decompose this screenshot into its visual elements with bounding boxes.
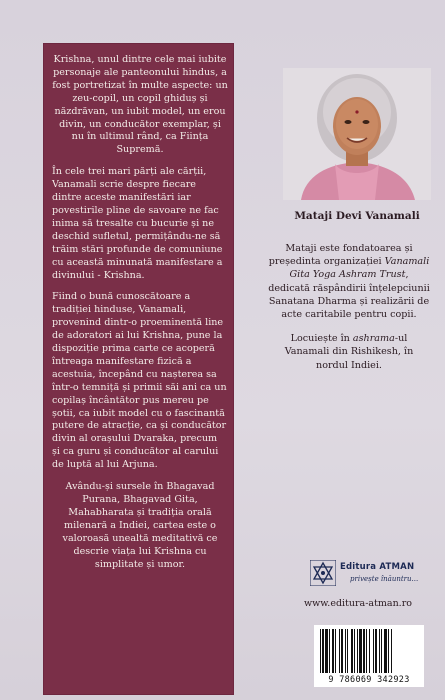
description-paragraph-2: În cele trei mari părți ale cărții, Vanamali scrie despre fiecare dintre aceste manifestări iar povestirile pline de savoare ne fac inima să tresalte cu bucurie și ne deschid sufletul, permițându-ne să trăim stări profunde de comuniune cu această minunată manifestare a divinului - Krishna. <box>52 166 223 281</box>
description-paragraph-4: Avându-și sursele în Bhagavad Purana, Bhagavad Gita, Mahabharata și tradiția orală milenară a Indiei, cartea este o valoroasă unealtă meditativă ce descrie viața lui Krishna cu simplitate și umor. <box>62 481 218 570</box>
author-name: Mataji Devi Vanamali <box>294 210 420 222</box>
description-paragraph-3: Fiind o bună cunoscătoare a tradiției hinduse, Vanamali, provenind dintr-o proeminentă line de adoratori ai lui Krishna, pune la dispoziție prima carte ce acoperă întreaga manifestare fizică a acestuia, începând cu nașterea sa într-o temniță și primii săi ani ca un copilaș încântător pus mereu pe șotii, ca iubit model cu o fascinantă putere de atracție, ca și conducător divin al orașului Dvaraka, precum și ca guru și conducător al carului de luptă al lui Arjuna. <box>52 291 227 471</box>
book-description <box>52 54 228 580</box>
publisher-brand: Editura ATMAN <box>340 562 415 572</box>
author-photo <box>283 68 431 200</box>
publisher-logo <box>310 560 420 590</box>
bio-paragraph-1: Mataji este fondatoarea și președinta organizației Vanamali Gita Yoga Ashram Trust, dedicată răspândirii înțelepciunii Sanatana Dharma și realizării de acte caritabile pentru copii. <box>268 243 430 321</box>
organization-name: Vanamali Gita Yoga Ashram Trust <box>289 256 430 281</box>
publisher-url: www.editura-atman.ro <box>304 598 412 609</box>
publisher-star-icon <box>310 560 336 586</box>
barcode-bars <box>320 629 418 673</box>
publisher-tagline: privește înăuntru... <box>350 575 419 583</box>
author-bio <box>268 242 430 383</box>
isbn-number: 9 786069 342923 <box>328 675 410 685</box>
bio-paragraph-2: Locuiește în ashrama-ul Vanamali din Rishikesh, în nordul Indiei. <box>284 333 414 371</box>
isbn-barcode <box>314 625 424 687</box>
description-paragraph-1: Krishna, unul dintre cele mai iubite personaje ale panteonului hindus, a fost portretizat în multe aspecte: un zeu-copil, un copil ghiduș și năzdrăvan, un iubit model, un erou divin, un conducător exemplar, și nu în ultimul rând, ca Ființa Supremă. <box>52 54 228 156</box>
